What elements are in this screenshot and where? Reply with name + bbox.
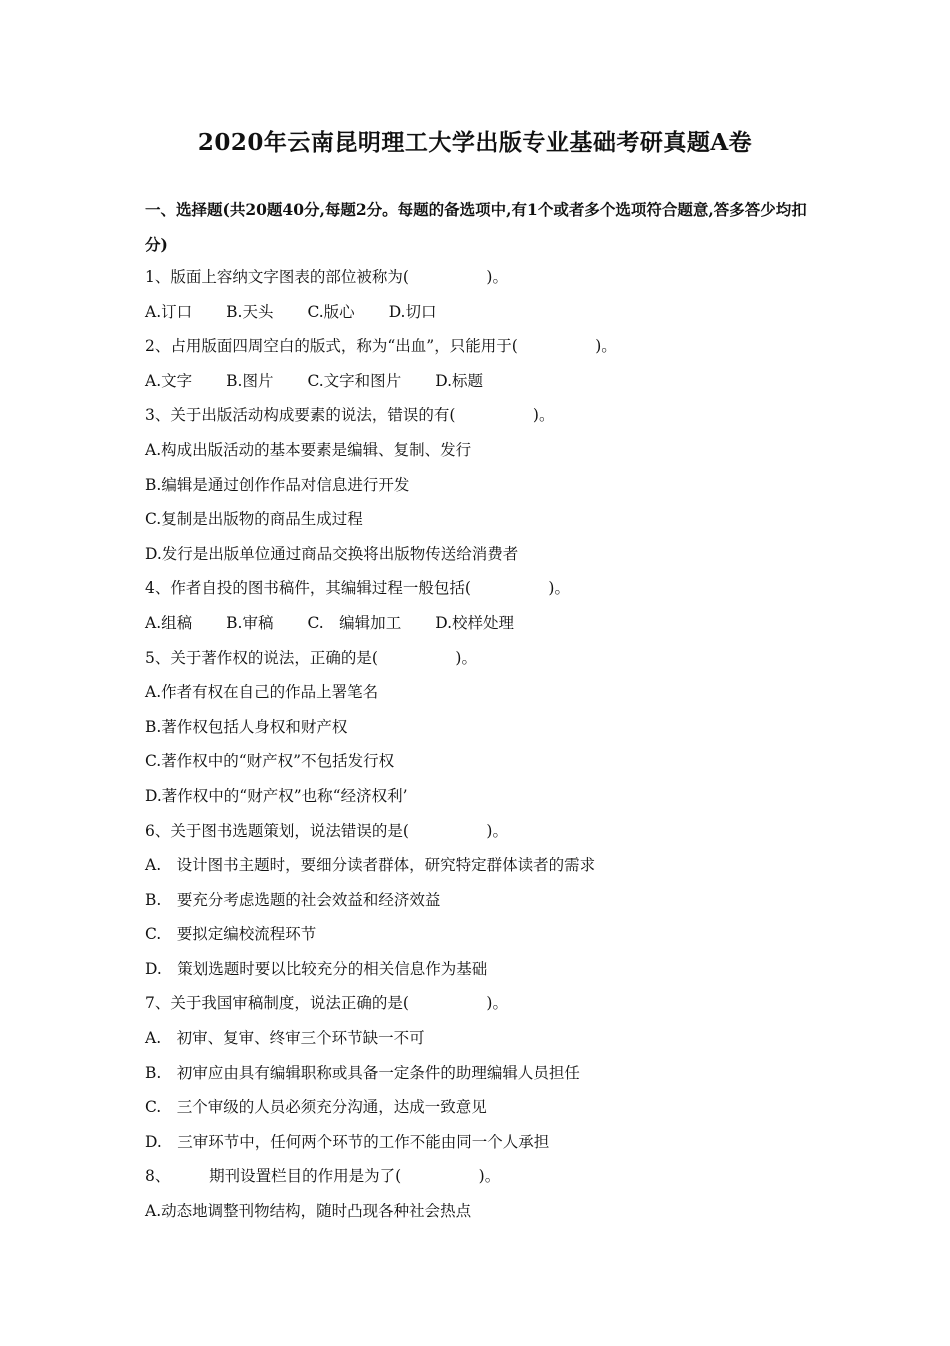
answer-option: C.版心 — [307, 302, 355, 321]
answer-option: D.发行是出版单位通过商品交换将出版物传送给消费者 — [145, 544, 519, 563]
answer-option: A.动态地调整刊物结构，随时凸现各种社会热点 — [145, 1202, 472, 1221]
answer-option: B.图片 — [226, 371, 274, 390]
question-stem: 2、占用版面四周空白的版式，称为“出血”，只能用于( )。 — [145, 337, 617, 356]
option-row — [145, 295, 835, 330]
answer-option: B. 要充分考虑选题的社会效益和经济效益 — [145, 890, 441, 909]
question-stem: 3、关于出版活动构成要素的说法，错误的有( )。 — [145, 406, 555, 425]
option-row — [145, 606, 835, 641]
option-row — [145, 364, 835, 399]
answer-option: A.组稿 — [145, 613, 193, 632]
answer-option: B.天头 — [226, 302, 274, 321]
answer-option: C. 要拟定编校流程环节 — [145, 925, 317, 944]
answer-option: B.编辑是通过创作作品对信息进行开发 — [145, 475, 410, 494]
answer-option: A.构成出版活动的基本要素是编辑、复制、发行 — [145, 440, 472, 459]
answer-option: D. 三审环节中，任何两个环节的工作不能由同一个人承担 — [145, 1132, 550, 1151]
answer-option: C.著作权中的“财产权”不包括发行权 — [145, 752, 395, 771]
answer-option: B. 初审应由具有编辑职称或具备一定条件的助理编辑人员担任 — [145, 1063, 580, 1082]
page-title: 2020年云南昆明理工大学出版专业基础考研真题A卷 — [197, 129, 753, 156]
section-heading: 一、选择题(共20题40分,每题2分。每题的备选项中,有1个或者多个选项符合题意,答多答少均扣分) — [145, 200, 807, 254]
answer-option: D.标题 — [435, 371, 484, 390]
answer-option: D. 策划选题时要以比较充分的相关信息作为基础 — [145, 959, 488, 978]
answer-option: C.复制是出版物的商品生成过程 — [145, 510, 363, 529]
answer-option: D.校样处理 — [435, 613, 515, 632]
question-stem: 6、关于图书选题策划，说法错误的是( )。 — [145, 821, 508, 840]
question-list — [145, 260, 835, 1229]
answer-option: A.文字 — [145, 371, 193, 390]
question-stem: 4、作者自投的图书稿件，其编辑过程一般包括( )。 — [145, 579, 570, 598]
answer-option: C. 三个审级的人员必须充分沟通，达成一致意见 — [145, 1098, 487, 1117]
question-stem: 5、关于著作权的说法，正确的是( )。 — [145, 648, 477, 667]
question-stem: 1、版面上容纳文字图表的部位被称为( )。 — [145, 268, 508, 286]
answer-option: B.审稿 — [226, 613, 274, 632]
question-stem: 7、关于我国审稿制度，说法正确的是( )。 — [145, 994, 508, 1013]
answer-option: C.文字和图片 — [307, 371, 402, 390]
answer-option: A.作者有权在自己的作品上署笔名 — [145, 683, 379, 702]
answer-option: C. 编辑加工 — [307, 613, 402, 632]
answer-option: A. 设计图书主题时，要细分读者群体，研究特定群体读者的需求 — [145, 856, 596, 875]
answer-option: B.著作权包括人身权和财产权 — [145, 717, 348, 736]
answer-option: D.著作权中的“财产权”也称“经济权利’ — [145, 786, 408, 805]
answer-option: A. 初审、复审、终审三个环节缺一不可 — [145, 1029, 425, 1048]
answer-option: D.切口 — [388, 302, 437, 321]
question-stem: 8、 期刊设置栏目的作用是为了( )。 — [145, 1167, 501, 1186]
answer-option: A.订口 — [145, 302, 193, 321]
